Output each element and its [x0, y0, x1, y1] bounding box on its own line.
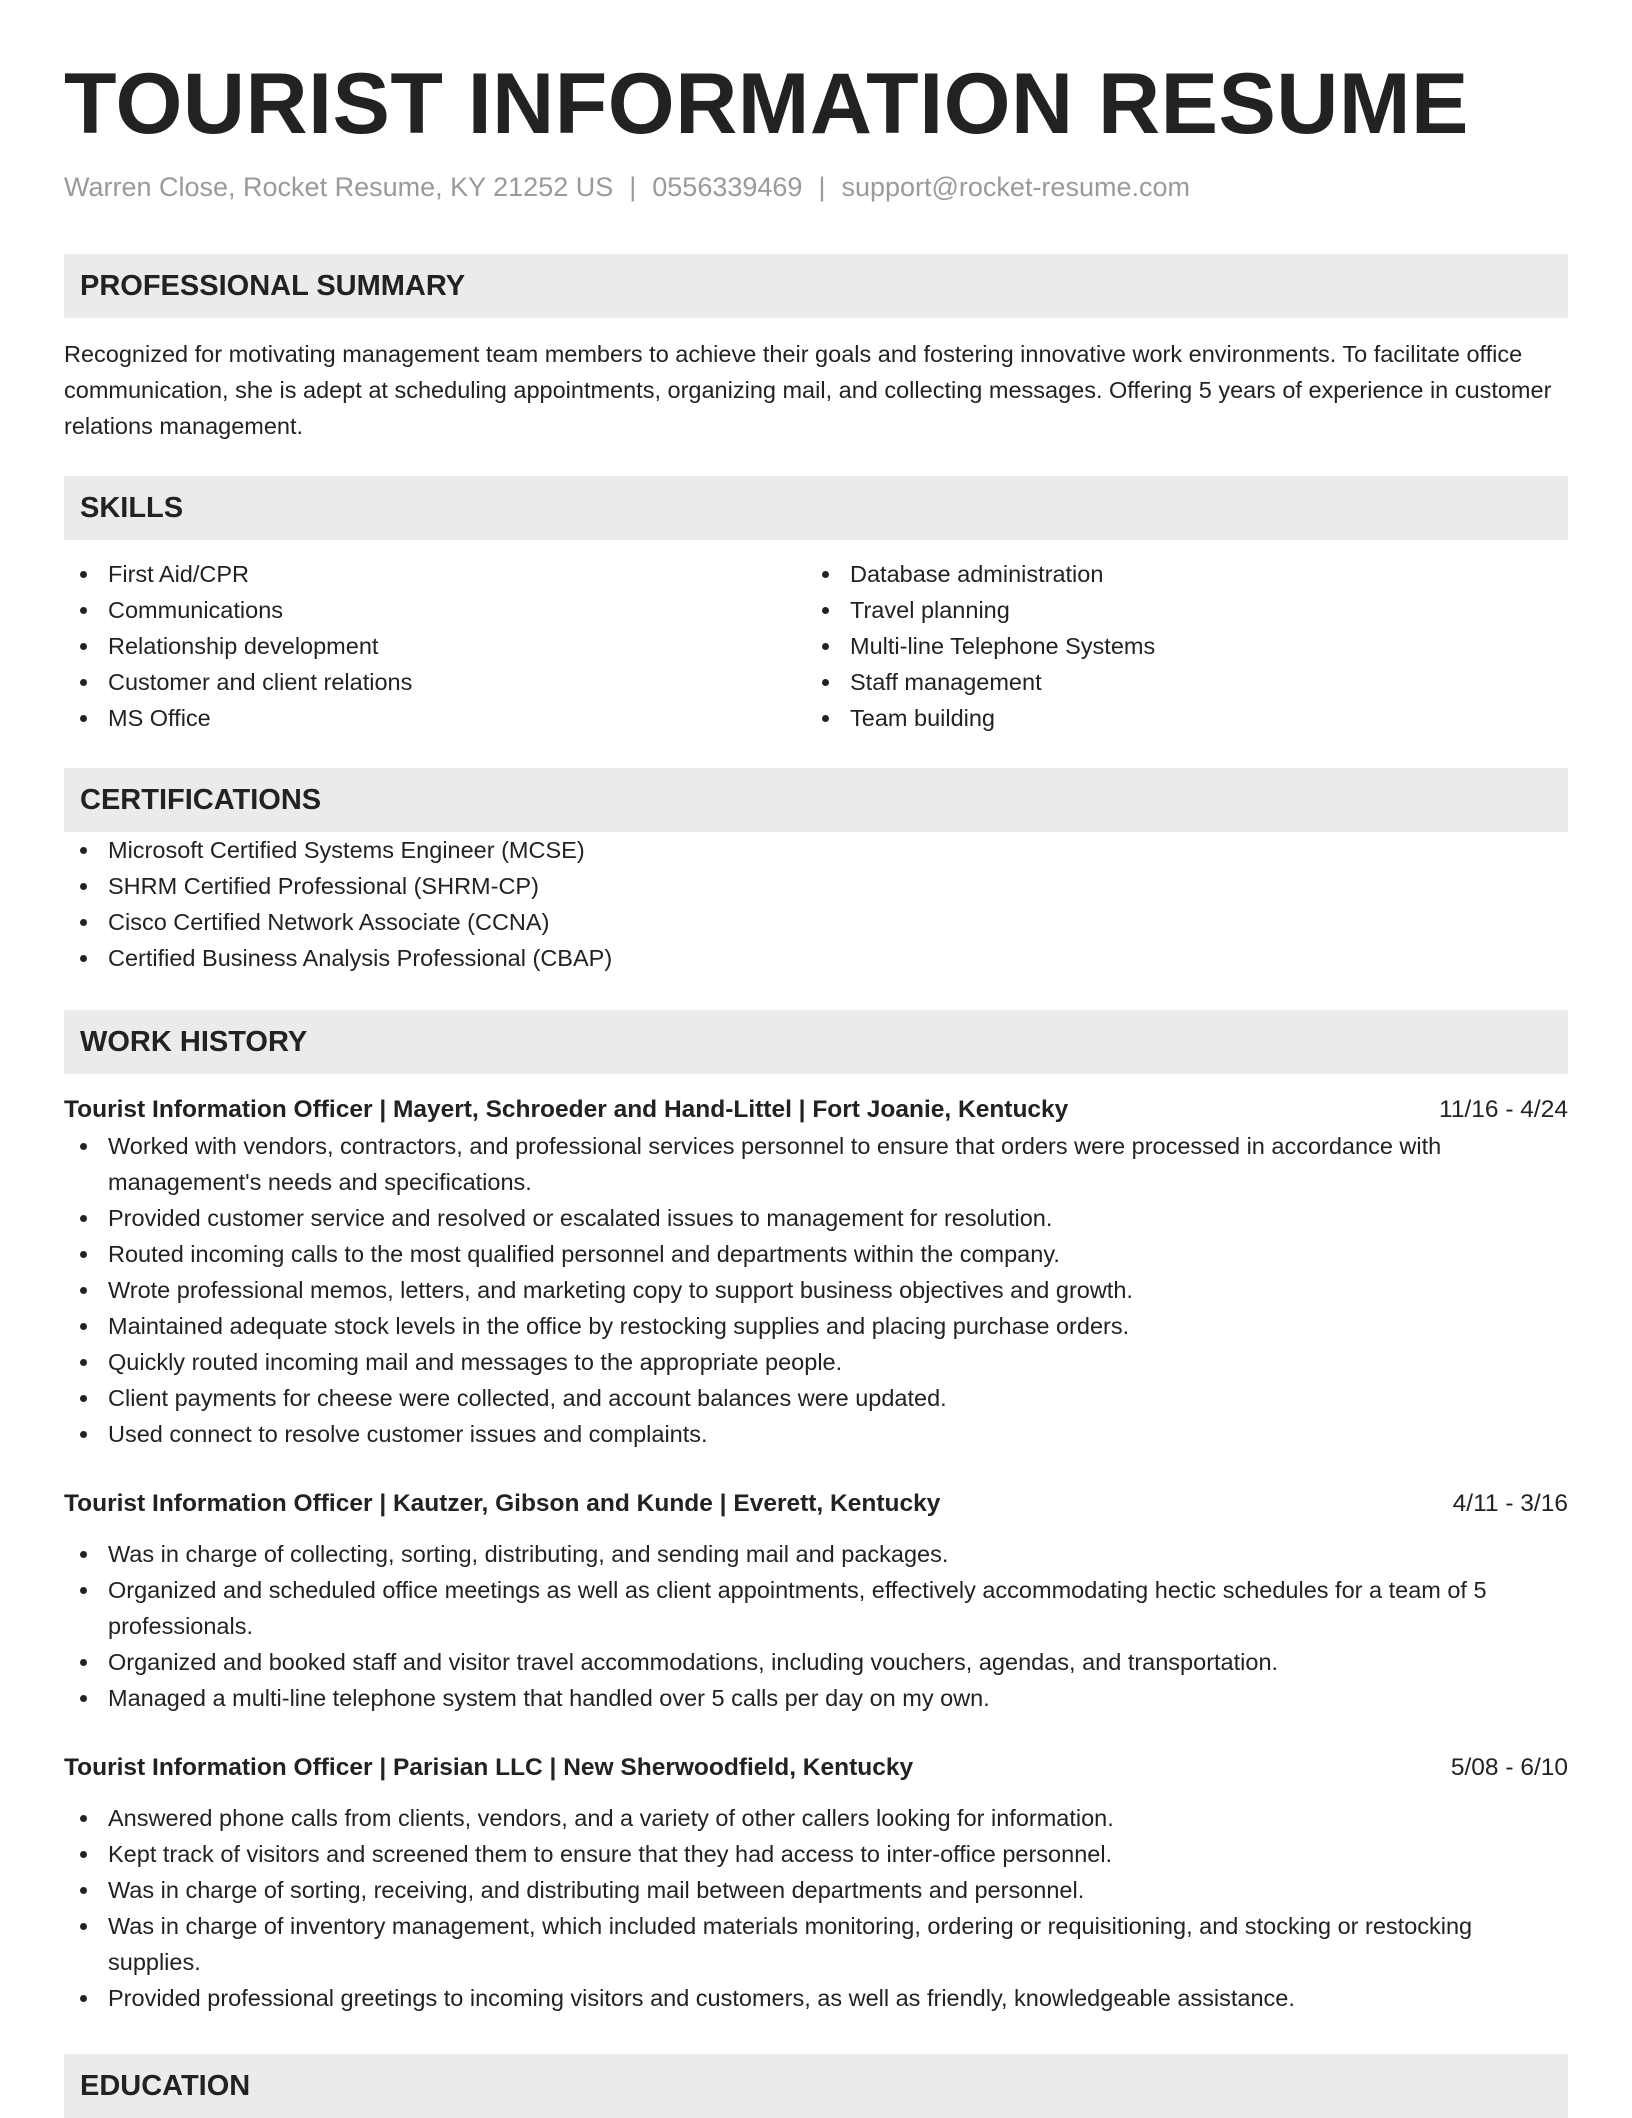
- job-bullet: Provided professional greetings to incoming visitors and customers, as well as friendly, knowledgeable assistance.: [64, 1980, 1568, 2016]
- job-bullet: Quickly routed incoming mail and messages to the appropriate people.: [64, 1344, 1568, 1380]
- contact-address: Warren Close, Rocket Resume, KY 21252 US: [64, 172, 614, 202]
- job-header: [64, 1092, 1568, 1128]
- certification-item: Microsoft Certified Systems Engineer (MCSE): [64, 832, 1568, 868]
- certification-item: SHRM Certified Professional (SHRM-CP): [64, 868, 1568, 904]
- section-header-certifications: CERTIFICATIONS: [64, 768, 1568, 832]
- job-bullet: Was in charge of sorting, receiving, and distributing mail between departments and personnel.: [64, 1872, 1568, 1908]
- job-bullet: Worked with vendors, contractors, and professional services personnel to ensure that orders were processed in accordance with management's needs and specifications.: [64, 1128, 1568, 1200]
- job-bullet: Wrote professional memos, letters, and marketing copy to support business objectives and growth.: [64, 1272, 1568, 1308]
- certification-item: Certified Business Analysis Professional (CBAP): [64, 940, 1568, 976]
- job-bullet: Client payments for cheese were collected, and account balances were updated.: [64, 1380, 1568, 1416]
- job-bullet: Used connect to resolve customer issues and complaints.: [64, 1416, 1568, 1452]
- job-entry: [64, 1092, 1568, 1452]
- job-heading: Tourist Information Officer | Mayert, Schroeder and Hand-Littel | Fort Joanie, Kentucky: [64, 1096, 1069, 1123]
- skill-item: Travel planning: [806, 592, 1548, 628]
- section-header-education: EDUCATION: [64, 2054, 1568, 2118]
- job-heading: Tourist Information Officer | Parisian LLC | New Sherwoodfield, Kentucky: [64, 1754, 914, 1781]
- job-bullet-list: [64, 1536, 1568, 1716]
- job-bullet: Kept track of visitors and screened them to ensure that they had access to inter-office personnel.: [64, 1836, 1568, 1872]
- job-entry: [64, 1750, 1568, 2016]
- job-bullet: Was in charge of collecting, sorting, distributing, and sending mail and packages.: [64, 1536, 1568, 1572]
- skill-item: Customer and client relations: [64, 664, 806, 700]
- contact-separator: |: [629, 172, 637, 202]
- job-bullet: Maintained adequate stock levels in the office by restocking supplies and placing purchase orders.: [64, 1308, 1568, 1344]
- summary-text: Recognized for motivating management team members to achieve their goals and fostering innovative work environments. To facilitate office communication, she is adept at scheduling appointments, organizing mail, and collecting messages. Offering 5 years of experience in customer relations management.: [64, 341, 1552, 439]
- skill-item: Database administration: [806, 556, 1548, 592]
- resume-title: TOURIST INFORMATION RESUME: [64, 56, 1469, 152]
- section-header-work-history: WORK HISTORY: [64, 1010, 1568, 1074]
- skills-column-right: [806, 556, 1548, 736]
- job-dates: 4/11 - 3/16: [1452, 1490, 1568, 1517]
- job-dates: 11/16 - 4/24: [1439, 1096, 1568, 1123]
- job-bullet: Organized and booked staff and visitor travel accommodations, including vouchers, agendas, and transportation.: [64, 1644, 1568, 1680]
- skill-item: Team building: [806, 700, 1548, 736]
- contact-email: support@rocket-resume.com: [841, 172, 1190, 202]
- job-dates: 5/08 - 6/10: [1450, 1754, 1568, 1781]
- skill-item: Multi-line Telephone Systems: [806, 628, 1548, 664]
- job-entry: [64, 1486, 1568, 1716]
- job-bullet: Organized and scheduled office meetings as well as client appointments, effectively accommodating hectic schedules for a team of 5 professionals.: [64, 1572, 1568, 1644]
- job-bullet: Was in charge of inventory management, which included materials monitoring, ordering or requisitioning, and stocking or restocking supplies.: [64, 1908, 1568, 1980]
- certification-item: Cisco Certified Network Associate (CCNA): [64, 904, 1568, 940]
- section-header-skills: SKILLS: [64, 476, 1568, 540]
- job-bullet: Managed a multi-line telephone system that handled over 5 calls per day on my own.: [64, 1680, 1568, 1716]
- job-bullet: Routed incoming calls to the most qualified personnel and departments within the company.: [64, 1236, 1568, 1272]
- skill-item: Staff management: [806, 664, 1548, 700]
- contact-line: [64, 170, 1568, 204]
- skill-item: MS Office: [64, 700, 806, 736]
- job-heading: Tourist Information Officer | Kautzer, Gibson and Kunde | Everett, Kentucky: [64, 1490, 941, 1517]
- skill-item: Communications: [64, 592, 806, 628]
- job-bullet-list: [64, 1800, 1568, 2016]
- job-bullet-list: [64, 1128, 1568, 1452]
- job-header: [64, 1750, 1568, 1786]
- skills-column-left: [64, 556, 806, 736]
- job-header: [64, 1486, 1568, 1522]
- skill-item: Relationship development: [64, 628, 806, 664]
- certifications-list: [64, 832, 1568, 976]
- skills-list-left: [64, 556, 806, 736]
- job-bullet: Answered phone calls from clients, vendors, and a variety of other callers looking for information.: [64, 1800, 1568, 1836]
- skill-item: First Aid/CPR: [64, 556, 806, 592]
- skills-list-right: [806, 556, 1548, 736]
- skills-grid: [64, 556, 1568, 736]
- contact-separator: |: [818, 172, 826, 202]
- section-header-summary: PROFESSIONAL SUMMARY: [64, 254, 1568, 318]
- contact-phone: 0556339469: [652, 172, 803, 202]
- job-bullet: Provided customer service and resolved or escalated issues to management for resolution.: [64, 1200, 1568, 1236]
